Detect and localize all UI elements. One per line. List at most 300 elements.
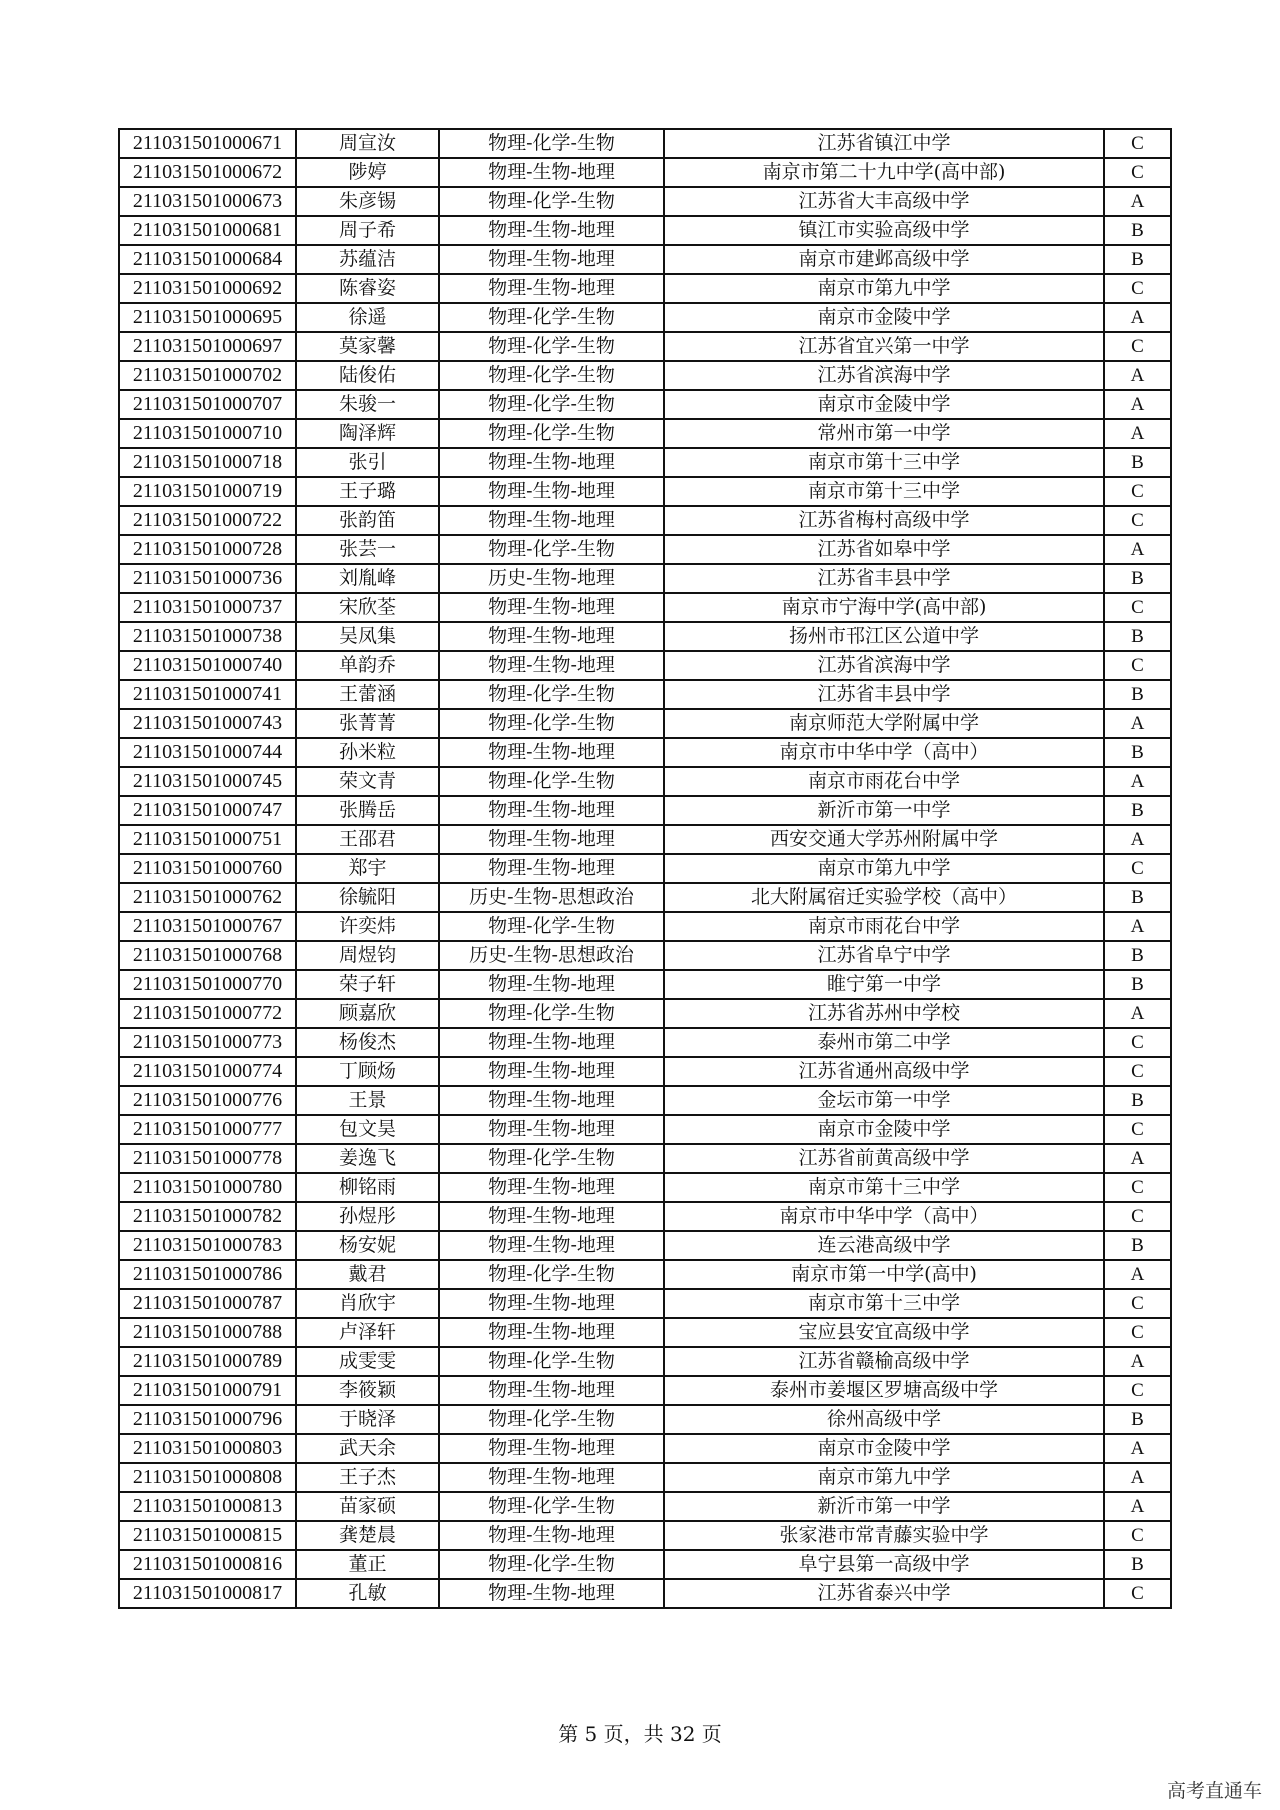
grade-cell: B: [1104, 1550, 1171, 1579]
grade-cell: B: [1104, 970, 1171, 999]
table-row: [119, 767, 1171, 796]
school-cell: 镇江市实验高级中学: [664, 216, 1104, 245]
school-cell: 新沂市第一中学: [664, 1492, 1104, 1521]
grade-cell: B: [1104, 216, 1171, 245]
exam-id-cell: 211031501000671: [119, 129, 296, 158]
table-row: [119, 448, 1171, 477]
school-cell: 南京市金陵中学: [664, 1434, 1104, 1463]
grade-cell: B: [1104, 941, 1171, 970]
grade-cell: A: [1104, 999, 1171, 1028]
exam-id-cell: 211031501000719: [119, 477, 296, 506]
school-cell: 江苏省丰县中学: [664, 680, 1104, 709]
name-cell: 苏蕴洁: [296, 245, 439, 274]
exam-id-cell: 211031501000787: [119, 1289, 296, 1318]
school-cell: 张家港市常青藤实验中学: [664, 1521, 1104, 1550]
table-row: [119, 506, 1171, 535]
name-cell: 王景: [296, 1086, 439, 1115]
name-cell: 陟婷: [296, 158, 439, 187]
grade-cell: B: [1104, 680, 1171, 709]
table-row: [119, 129, 1171, 158]
exam-id-cell: 211031501000789: [119, 1347, 296, 1376]
grade-cell: C: [1104, 1318, 1171, 1347]
table-row: [119, 593, 1171, 622]
table-row: [119, 883, 1171, 912]
grade-cell: B: [1104, 1405, 1171, 1434]
grade-cell: C: [1104, 1173, 1171, 1202]
name-cell: 孔敏: [296, 1579, 439, 1608]
table-row: [119, 303, 1171, 332]
subject-cell: 物理-化学-生物: [439, 1347, 664, 1376]
exam-id-cell: 211031501000751: [119, 825, 296, 854]
name-cell: 丁顾炀: [296, 1057, 439, 1086]
grade-cell: C: [1104, 651, 1171, 680]
subject-cell: 物理-化学-生物: [439, 767, 664, 796]
school-cell: 南京市雨花台中学: [664, 767, 1104, 796]
school-cell: 南京市第二十九中学(高中部): [664, 158, 1104, 187]
subject-cell: 物理-生物-地理: [439, 1289, 664, 1318]
table-row: [119, 1492, 1171, 1521]
table-row: [119, 941, 1171, 970]
school-cell: 宝应县安宜高级中学: [664, 1318, 1104, 1347]
name-cell: 郑宇: [296, 854, 439, 883]
exam-id-cell: 211031501000684: [119, 245, 296, 274]
table-row: [119, 158, 1171, 187]
grade-cell: C: [1104, 274, 1171, 303]
school-cell: 南京市中华中学（高中）: [664, 1202, 1104, 1231]
exam-id-cell: 211031501000816: [119, 1550, 296, 1579]
school-cell: 南京市金陵中学: [664, 1115, 1104, 1144]
exam-id-cell: 211031501000791: [119, 1376, 296, 1405]
grade-cell: A: [1104, 390, 1171, 419]
name-cell: 陆俊佑: [296, 361, 439, 390]
table-row: [119, 390, 1171, 419]
subject-cell: 物理-化学-生物: [439, 187, 664, 216]
exam-id-cell: 211031501000803: [119, 1434, 296, 1463]
school-cell: 徐州高级中学: [664, 1405, 1104, 1434]
exam-id-cell: 211031501000782: [119, 1202, 296, 1231]
table-row: [119, 825, 1171, 854]
name-cell: 苗家硕: [296, 1492, 439, 1521]
table-row: [119, 1115, 1171, 1144]
name-cell: 莫家馨: [296, 332, 439, 361]
grade-cell: B: [1104, 245, 1171, 274]
subject-cell: 物理-生物-地理: [439, 593, 664, 622]
name-cell: 张引: [296, 448, 439, 477]
grade-cell: A: [1104, 419, 1171, 448]
exam-id-cell: 211031501000778: [119, 1144, 296, 1173]
name-cell: 张腾岳: [296, 796, 439, 825]
school-cell: 南京师范大学附属中学: [664, 709, 1104, 738]
table-row: [119, 1521, 1171, 1550]
name-cell: 陈睿姿: [296, 274, 439, 303]
subject-cell: 物理-生物-地理: [439, 1086, 664, 1115]
school-cell: 南京市第九中学: [664, 274, 1104, 303]
subject-cell: 物理-生物-地理: [439, 622, 664, 651]
exam-id-cell: 211031501000743: [119, 709, 296, 738]
subject-cell: 物理-生物-地理: [439, 796, 664, 825]
name-cell: 杨安妮: [296, 1231, 439, 1260]
subject-cell: 物理-生物-地理: [439, 970, 664, 999]
exam-id-cell: 211031501000707: [119, 390, 296, 419]
name-cell: 姜逸飞: [296, 1144, 439, 1173]
name-cell: 单韵乔: [296, 651, 439, 680]
subject-cell: 物理-化学-生物: [439, 680, 664, 709]
subject-cell: 物理-生物-地理: [439, 651, 664, 680]
grade-cell: B: [1104, 883, 1171, 912]
exam-id-cell: 211031501000760: [119, 854, 296, 883]
name-cell: 周煜钧: [296, 941, 439, 970]
name-cell: 吴凤集: [296, 622, 439, 651]
subject-cell: 物理-生物-地理: [439, 1318, 664, 1347]
grade-cell: A: [1104, 1463, 1171, 1492]
name-cell: 宋欣荃: [296, 593, 439, 622]
exam-id-cell: 211031501000702: [119, 361, 296, 390]
subject-cell: 物理-化学-生物: [439, 129, 664, 158]
table-row: [119, 1376, 1171, 1405]
exam-id-cell: 211031501000773: [119, 1028, 296, 1057]
exam-id-cell: 211031501000692: [119, 274, 296, 303]
grade-cell: A: [1104, 767, 1171, 796]
name-cell: 肖欣宇: [296, 1289, 439, 1318]
school-cell: 南京市第十三中学: [664, 477, 1104, 506]
exam-id-cell: 211031501000808: [119, 1463, 296, 1492]
name-cell: 柳铭雨: [296, 1173, 439, 1202]
table-row: [119, 1347, 1171, 1376]
subject-cell: 物理-生物-地理: [439, 477, 664, 506]
exam-id-cell: 211031501000737: [119, 593, 296, 622]
name-cell: 李筱颖: [296, 1376, 439, 1405]
school-cell: 睢宁第一中学: [664, 970, 1104, 999]
table-row: [119, 1173, 1171, 1202]
table-row: [119, 912, 1171, 941]
exam-id-cell: 211031501000772: [119, 999, 296, 1028]
table-row: [119, 1463, 1171, 1492]
name-cell: 孙煜彤: [296, 1202, 439, 1231]
table-row: [119, 1579, 1171, 1608]
name-cell: 王子璐: [296, 477, 439, 506]
subject-cell: 物理-化学-生物: [439, 1492, 664, 1521]
name-cell: 陶泽辉: [296, 419, 439, 448]
school-cell: 南京市第一中学(高中): [664, 1260, 1104, 1289]
table-row: [119, 419, 1171, 448]
subject-cell: 物理-生物-地理: [439, 1463, 664, 1492]
table-row: [119, 999, 1171, 1028]
subject-cell: 物理-生物-地理: [439, 216, 664, 245]
subject-cell: 物理-化学-生物: [439, 1144, 664, 1173]
grade-cell: A: [1104, 303, 1171, 332]
name-cell: 周宣汝: [296, 129, 439, 158]
subject-cell: 物理-化学-生物: [439, 419, 664, 448]
exam-id-cell: 211031501000767: [119, 912, 296, 941]
name-cell: 龚楚晨: [296, 1521, 439, 1550]
name-cell: 于晓泽: [296, 1405, 439, 1434]
name-cell: 王邵君: [296, 825, 439, 854]
school-cell: 江苏省赣榆高级中学: [664, 1347, 1104, 1376]
subject-cell: 历史-生物-思想政治: [439, 941, 664, 970]
school-cell: 江苏省前黄高级中学: [664, 1144, 1104, 1173]
school-cell: 阜宁县第一高级中学: [664, 1550, 1104, 1579]
name-cell: 武天余: [296, 1434, 439, 1463]
name-cell: 张芸一: [296, 535, 439, 564]
exam-id-cell: 211031501000738: [119, 622, 296, 651]
grade-cell: C: [1104, 1115, 1171, 1144]
subject-cell: 物理-生物-地理: [439, 1231, 664, 1260]
grade-cell: C: [1104, 1057, 1171, 1086]
exam-id-cell: 211031501000710: [119, 419, 296, 448]
subject-cell: 物理-化学-生物: [439, 912, 664, 941]
subject-cell: 物理-生物-地理: [439, 245, 664, 274]
subject-cell: 物理-生物-地理: [439, 158, 664, 187]
table-row: [119, 1086, 1171, 1115]
school-cell: 金坛市第一中学: [664, 1086, 1104, 1115]
exam-id-cell: 211031501000722: [119, 506, 296, 535]
school-cell: 江苏省泰兴中学: [664, 1579, 1104, 1608]
subject-cell: 物理-化学-生物: [439, 535, 664, 564]
table-row: [119, 1057, 1171, 1086]
school-cell: 连云港高级中学: [664, 1231, 1104, 1260]
school-cell: 江苏省阜宁中学: [664, 941, 1104, 970]
grade-cell: B: [1104, 564, 1171, 593]
name-cell: 刘胤峰: [296, 564, 439, 593]
school-cell: 南京市第十三中学: [664, 448, 1104, 477]
table-row: [119, 1144, 1171, 1173]
table-row: [119, 274, 1171, 303]
exam-id-cell: 211031501000673: [119, 187, 296, 216]
subject-cell: 物理-化学-生物: [439, 332, 664, 361]
subject-cell: 物理-生物-地理: [439, 825, 664, 854]
grade-cell: B: [1104, 448, 1171, 477]
exam-id-cell: 211031501000783: [119, 1231, 296, 1260]
grade-cell: C: [1104, 506, 1171, 535]
school-cell: 西安交通大学苏州附属中学: [664, 825, 1104, 854]
table-row: [119, 622, 1171, 651]
subject-cell: 物理-化学-生物: [439, 1405, 664, 1434]
name-cell: 徐毓阳: [296, 883, 439, 912]
exam-id-cell: 211031501000770: [119, 970, 296, 999]
grade-cell: C: [1104, 593, 1171, 622]
subject-cell: 物理-生物-地理: [439, 506, 664, 535]
school-cell: 南京市第十三中学: [664, 1289, 1104, 1318]
name-cell: 董正: [296, 1550, 439, 1579]
school-cell: 江苏省大丰高级中学: [664, 187, 1104, 216]
exam-id-cell: 211031501000736: [119, 564, 296, 593]
name-cell: 张菁菁: [296, 709, 439, 738]
table-row: [119, 796, 1171, 825]
grade-cell: A: [1104, 1144, 1171, 1173]
name-cell: 戴君: [296, 1260, 439, 1289]
school-cell: 南京市雨花台中学: [664, 912, 1104, 941]
subject-cell: 物理-生物-地理: [439, 1115, 664, 1144]
grade-cell: B: [1104, 622, 1171, 651]
page-footer: 第 5 页，共 32 页: [558, 1722, 722, 1746]
exam-id-cell: 211031501000762: [119, 883, 296, 912]
exam-id-cell: 211031501000672: [119, 158, 296, 187]
table-row: [119, 651, 1171, 680]
table-row: [119, 332, 1171, 361]
table-row: [119, 970, 1171, 999]
name-cell: 周子希: [296, 216, 439, 245]
grade-cell: A: [1104, 187, 1171, 216]
watermark: 高考直通车: [1166, 1780, 1262, 1802]
table-row: [119, 216, 1171, 245]
name-cell: 成雯雯: [296, 1347, 439, 1376]
grade-cell: A: [1104, 1492, 1171, 1521]
grade-cell: B: [1104, 1231, 1171, 1260]
exam-id-cell: 211031501000815: [119, 1521, 296, 1550]
name-cell: 朱骏一: [296, 390, 439, 419]
exam-id-cell: 211031501000747: [119, 796, 296, 825]
subject-cell: 物理-化学-生物: [439, 390, 664, 419]
grade-cell: A: [1104, 825, 1171, 854]
grade-cell: C: [1104, 854, 1171, 883]
school-cell: 江苏省镇江中学: [664, 129, 1104, 158]
subject-cell: 物理-生物-地理: [439, 738, 664, 767]
table-row: [119, 1289, 1171, 1318]
subject-cell: 物理-化学-生物: [439, 361, 664, 390]
table-row: [119, 1434, 1171, 1463]
subject-cell: 物理-生物-地理: [439, 1579, 664, 1608]
table-row: [119, 564, 1171, 593]
subject-cell: 历史-生物-地理: [439, 564, 664, 593]
school-cell: 南京市第九中学: [664, 854, 1104, 883]
name-cell: 王蕾涵: [296, 680, 439, 709]
exam-id-cell: 211031501000780: [119, 1173, 296, 1202]
grade-cell: A: [1104, 1260, 1171, 1289]
exam-id-cell: 211031501000788: [119, 1318, 296, 1347]
school-cell: 南京市金陵中学: [664, 303, 1104, 332]
school-cell: 泰州市第二中学: [664, 1028, 1104, 1057]
school-cell: 常州市第一中学: [664, 419, 1104, 448]
subject-cell: 物理-化学-生物: [439, 999, 664, 1028]
subject-cell: 物理-生物-地理: [439, 1434, 664, 1463]
grade-cell: C: [1104, 129, 1171, 158]
school-cell: 江苏省通州高级中学: [664, 1057, 1104, 1086]
grade-cell: A: [1104, 535, 1171, 564]
grade-cell: A: [1104, 1434, 1171, 1463]
table-row: [119, 1318, 1171, 1347]
student-table: [118, 128, 1172, 1609]
exam-id-cell: 211031501000695: [119, 303, 296, 332]
school-cell: 扬州市邗江区公道中学: [664, 622, 1104, 651]
school-cell: 新沂市第一中学: [664, 796, 1104, 825]
grade-cell: A: [1104, 361, 1171, 390]
subject-cell: 物理-生物-地理: [439, 448, 664, 477]
grade-cell: A: [1104, 912, 1171, 941]
table-row: [119, 738, 1171, 767]
subject-cell: 物理-化学-生物: [439, 303, 664, 332]
subject-cell: 物理-生物-地理: [439, 1057, 664, 1086]
school-cell: 江苏省梅村高级中学: [664, 506, 1104, 535]
table-row: [119, 680, 1171, 709]
school-cell: 江苏省丰县中学: [664, 564, 1104, 593]
grade-cell: C: [1104, 1521, 1171, 1550]
exam-id-cell: 211031501000768: [119, 941, 296, 970]
name-cell: 许奕炜: [296, 912, 439, 941]
grade-cell: B: [1104, 738, 1171, 767]
subject-cell: 物理-生物-地理: [439, 1202, 664, 1231]
table-row: [119, 854, 1171, 883]
grade-cell: C: [1104, 1202, 1171, 1231]
school-cell: 北大附属宿迁实验学校（高中）: [664, 883, 1104, 912]
grade-cell: B: [1104, 1086, 1171, 1115]
grade-cell: A: [1104, 1347, 1171, 1376]
grade-cell: C: [1104, 158, 1171, 187]
exam-id-cell: 211031501000741: [119, 680, 296, 709]
exam-id-cell: 211031501000786: [119, 1260, 296, 1289]
school-cell: 南京市中华中学（高中）: [664, 738, 1104, 767]
subject-cell: 物理-化学-生物: [439, 1550, 664, 1579]
exam-id-cell: 211031501000745: [119, 767, 296, 796]
name-cell: 顾嘉欣: [296, 999, 439, 1028]
grade-cell: A: [1104, 709, 1171, 738]
exam-id-cell: 211031501000813: [119, 1492, 296, 1521]
subject-cell: 物理-化学-生物: [439, 709, 664, 738]
subject-cell: 物理-生物-地理: [439, 1028, 664, 1057]
name-cell: 张韵笛: [296, 506, 439, 535]
exam-id-cell: 211031501000796: [119, 1405, 296, 1434]
table-row: [119, 1028, 1171, 1057]
grade-cell: C: [1104, 477, 1171, 506]
table-row: [119, 1405, 1171, 1434]
subject-cell: 物理-生物-地理: [439, 1376, 664, 1405]
table-row: [119, 187, 1171, 216]
school-cell: 南京市建邺高级中学: [664, 245, 1104, 274]
subject-cell: 物理-生物-地理: [439, 274, 664, 303]
school-cell: 江苏省宜兴第一中学: [664, 332, 1104, 361]
exam-id-cell: 211031501000744: [119, 738, 296, 767]
grade-cell: B: [1104, 796, 1171, 825]
exam-id-cell: 211031501000681: [119, 216, 296, 245]
school-cell: 南京市第九中学: [664, 1463, 1104, 1492]
table-row: [119, 1231, 1171, 1260]
subject-cell: 物理-生物-地理: [439, 854, 664, 883]
subject-cell: 物理-生物-地理: [439, 1521, 664, 1550]
name-cell: 杨俊杰: [296, 1028, 439, 1057]
school-cell: 江苏省如皋中学: [664, 535, 1104, 564]
exam-id-cell: 211031501000774: [119, 1057, 296, 1086]
school-cell: 江苏省滨海中学: [664, 651, 1104, 680]
exam-id-cell: 211031501000777: [119, 1115, 296, 1144]
name-cell: 包文昊: [296, 1115, 439, 1144]
grade-cell: C: [1104, 1289, 1171, 1318]
school-cell: 江苏省滨海中学: [664, 361, 1104, 390]
name-cell: 荣子轩: [296, 970, 439, 999]
school-cell: 南京市宁海中学(高中部): [664, 593, 1104, 622]
name-cell: 卢泽轩: [296, 1318, 439, 1347]
name-cell: 徐遥: [296, 303, 439, 332]
name-cell: 王子杰: [296, 1463, 439, 1492]
table-row: [119, 1550, 1171, 1579]
exam-id-cell: 211031501000728: [119, 535, 296, 564]
subject-cell: 物理-化学-生物: [439, 1260, 664, 1289]
subject-cell: 历史-生物-思想政治: [439, 883, 664, 912]
table-row: [119, 535, 1171, 564]
grade-cell: C: [1104, 1028, 1171, 1057]
table-row: [119, 245, 1171, 274]
name-cell: 朱彦锡: [296, 187, 439, 216]
table-row: [119, 709, 1171, 738]
exam-id-cell: 211031501000817: [119, 1579, 296, 1608]
school-cell: 南京市第十三中学: [664, 1173, 1104, 1202]
exam-id-cell: 211031501000740: [119, 651, 296, 680]
school-cell: 南京市金陵中学: [664, 390, 1104, 419]
table-body: [119, 129, 1171, 1608]
school-cell: 泰州市姜堰区罗塘高级中学: [664, 1376, 1104, 1405]
table-row: [119, 1260, 1171, 1289]
grade-cell: C: [1104, 1579, 1171, 1608]
grade-cell: C: [1104, 1376, 1171, 1405]
school-cell: 江苏省苏州中学校: [664, 999, 1104, 1028]
